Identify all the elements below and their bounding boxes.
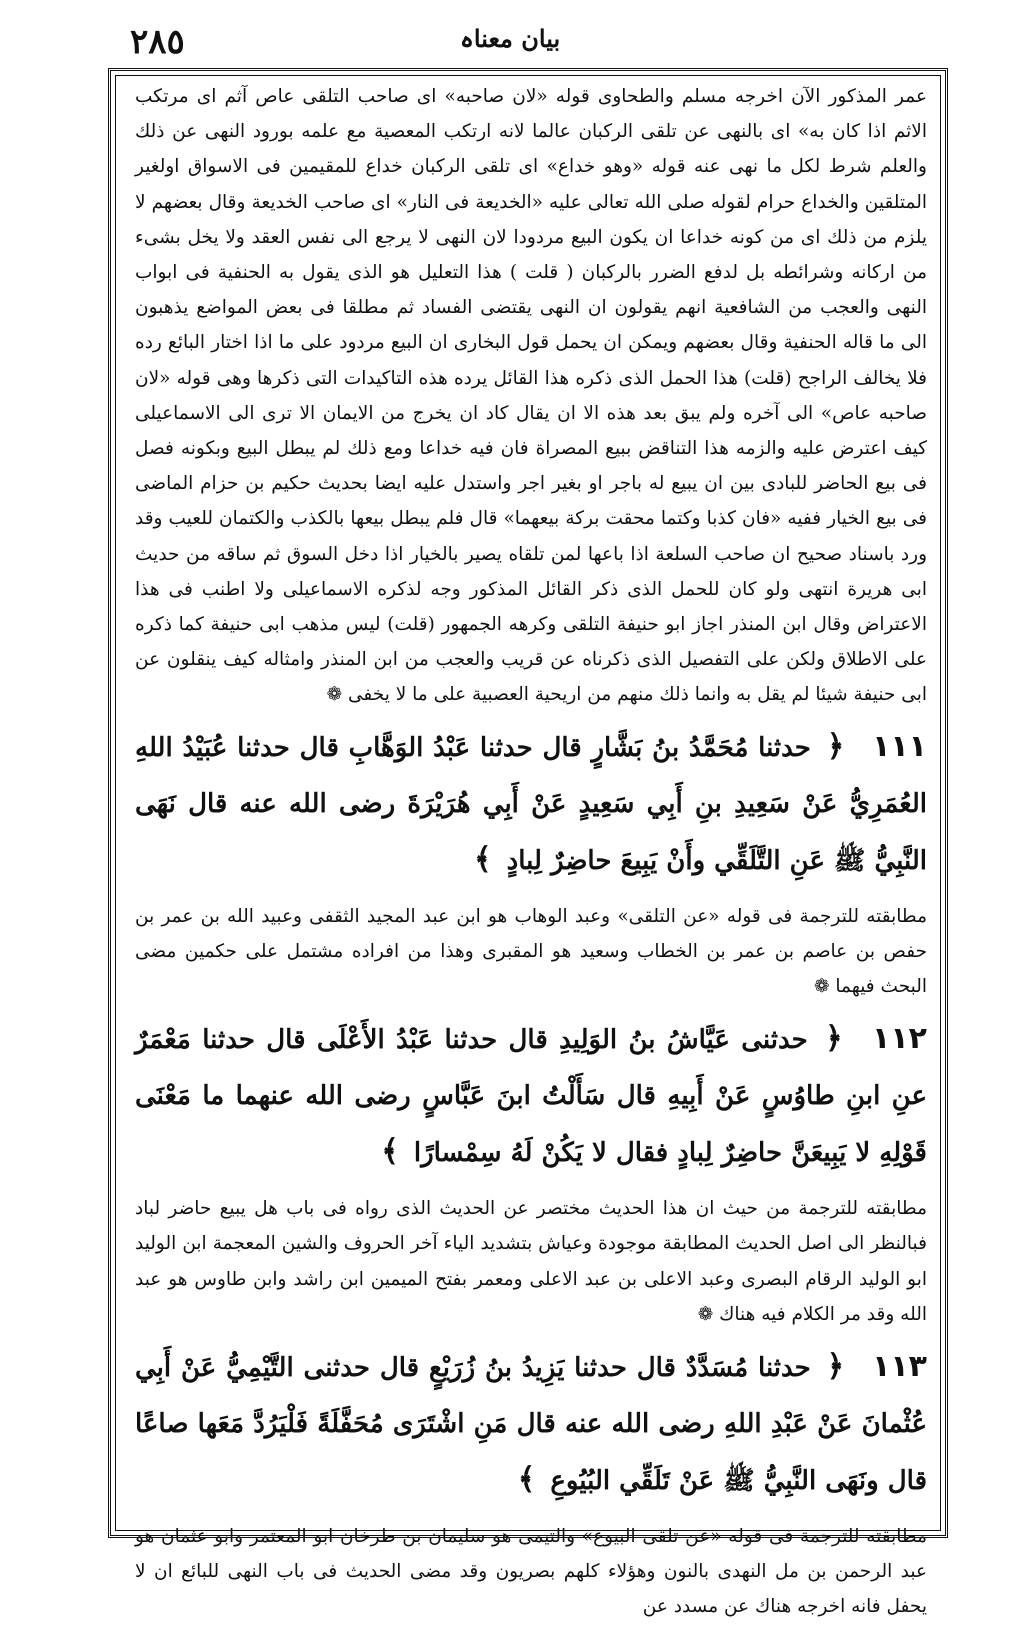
- bracket-open-icon: ﴿: [826, 1348, 845, 1384]
- commentary-block: مطابقته للترجمة فى قوله «عن تلقى البيوع» والتيمى هو سليمان بن طرخان ابو المعتمر وابو عثمان هو عبد الرحمن بن مل النهدى بالنون وهؤلاء كلهم بصريون وقد مضى الحديث فى باب النهى للبائع ان لا يحفل فانه اخرجه هناك عن مسدد عن: [135, 1525, 927, 1618]
- page-header: [100, 18, 920, 66]
- hadith-number: ١١٢: [872, 1020, 927, 1056]
- hadith-number: ١١٣: [872, 1348, 927, 1384]
- commentary-block: عمر المذكور الآن اخرجه مسلم والطحاوى قوله «لان صاحبه» اى صاحب التلقى عاص آثم اى مرتكب الاثم اذا كان به» اى بالنهى عن تلقى الركبان عالما لانه ارتكب المعصية مع علمه بورود النهى عن ذلك والعلم شرط لكل ما نهى عنه قوله «وهو خداع» اى تلقى الركبان خداع للمقيمين فى الاسواق اولغير المتلقين والخداع حرام لقوله صلى الله تعالى عليه «الخديعة فى النار» اى صاحب الخديعة وقال بعضهم لا يلزم من ذلك اى من كونه خداعا ان يكون البيع مردودا لان النهى لا يرجع الى نفس العقد ولا يخل بشىء من اركانه وشرائطه بل لدفع الضرر بالركبان ( قلت ) هذا التعليل هو الذى يقول به الحنفية فى ابواب النهى والعجب من الشافعية انهم يقولون ان النهى يقتضى الفساد ثم مطلقا فى بعض المواضع يذهبون الى ما قاله الحنفية وقال بعضهم ويمكن ان يحمل قول البخارى ان البيع مردود على ما اذا اختار البائع رده فلا يخالف الراجح (قلت) هذا الحمل الذى ذكره هذا القائل يرده هذه التاكيدات التى ذكرها وهى قوله «لان صاحبه عاص» الى آخره ولم يبق بعد هذه الا ان يقال كاد ان يخرج من الايمان الا ترى الى الاسماعيلى كيف اعترض عليه والزمه هذا التناقض ببيع المصراة فان فيه خداعا ومع ذلك لم يبطل البيع وبكونه فصل فى بيع الحاضر للبادى بين ان يبيع له باجر او بغير اجر واستدل عليه ايضا بحديث حكيم بن حزام الماضى فى بيع الخيار ففيه «فان كذبا وكتما محقت بركة بيعهما» قال فلم يبطل بيعها بالكذب والكتمان للعيب وقد ورد باسناد صحيح ان صاحب السلعة اذا باعها لمن تلقاه يصير بالخيار اذا دخل السوق ثم ساقه من حديث ابى هريرة انتهى ولو كان للحمل الذى ذكر القائل المذكور وجه لذكره الاسماعيلى ولا اطنب فى هذا الاعتراض وقال ابن المنذر اجاز ابو حنيفة التلقى وكرهه الجمهور (قلت) ليس مذهب ابى حنيفة كما ذكره على الاطلاق ولكن على التفصيل الذى ذكرناه عن قريب والعجب من ابن المنذر وامثاله كيف ينقلون عن ابى حنيفة شيئا لم يقل به وانما ذلك منهم من اريحية العصبية على ما لا يخفى ❁: [135, 86, 927, 706]
- hadith-text: حدثنى عَيَّاشُ بنُ الوَلِيدِ قال حدثنا عَبْدُ الأَعْلَى قال حدثنا مَعْمَرٌ عنِ ابنِ طاوُسٍ عَنْ أَبِيهِ قال سَأَلْتُ ابنَ عَبَّاسٍ رضى الله عنهما ما مَعْنَى قَوْلِهِ لا يَبِيعَنَّ حاضِرٌ لِبادٍ فقال لا يَكُنْ لَهُ سِمْسارًا: [135, 1024, 927, 1168]
- hadith-112: [135, 1011, 927, 1181]
- bracket-open-icon: ﴿: [826, 728, 845, 764]
- page-number: ٢٨٥: [130, 22, 185, 62]
- commentary-block: مطابقته للترجمة من حيث ان هذا الحديث مختصر عن الحديث الذى رواه فى باب هل يبيع حاضر لباد فبالنظر الى اصل الحديث المطابقة موجودة وعياش بتشديد الياء آخر الحروف والشين المعجمة ابن الوليد ابو الوليد الرقام البصرى وعبد الاعلى بن عبد الاعلى ومعمر بفتح الميمين ابن راشد وابن طاوس هو عبد الله وقد مر الكلام فيه هناك ❁: [135, 1197, 927, 1326]
- hadith-111: [135, 719, 927, 889]
- hadith-number: ١١١: [872, 728, 927, 764]
- hadith-113: [135, 1339, 927, 1509]
- commentary-block: مطابقته للترجمة فى قوله «عن التلقى» وعبد الوهاب هو ابن عبد المجيد الثقفى وعبيد الله بن عمر بن حفص بن عاصم بن عمر بن الخطاب وسعيد هو المقبرى وهذا من افراده مشتمل على حكمين مضى البحث فيهما ❁: [135, 905, 927, 998]
- hadith-text: حدثنا مُحَمَّدُ بنُ بَشَّارٍ قال حدثنا عَبْدُ الوَهَّابِ قال حدثنا عُبَيْدُ اللهِ العُمَرِيُّ عَنْ سَعِيدِ بنِ أَبِي سَعِيدٍ عَنْ أَبِي هُرَيْرَةَ رضى الله عنه قال نَهَى النَّبِيُّ ﷺ عَنِ التَّلَقِّي وأَنْ يَبِيعَ حاضِرٌ لِبادٍ: [135, 732, 927, 876]
- bracket-open-icon: ﴿: [825, 1020, 843, 1056]
- bracket-close-icon: ﴾: [517, 1461, 536, 1497]
- hadith-text: حدثنا مُسَدَّدٌ قال حدثنا يَزِيدُ بنُ زُرَيْعٍ قال حدثنى التَّيْمِيُّ عَنْ أَبِي عُثْمانَ عَنْ عَبْدِ اللهِ رضى الله عنه قال مَنِ اشْتَرَى مُحَفَّلَةً فَلْيَرُدَّ مَعَها صاعًا قال ونَهَى النَّبِيُّ ﷺ عَنْ تَلَقِّي البُيُوعِ: [135, 1352, 927, 1496]
- running-title: بیان معناہ: [459, 24, 561, 53]
- bracket-close-icon: ﴾: [381, 1133, 399, 1169]
- page-content: [135, 79, 927, 1625]
- text-frame: [108, 68, 948, 1618]
- bracket-close-icon: ﴾: [474, 841, 492, 877]
